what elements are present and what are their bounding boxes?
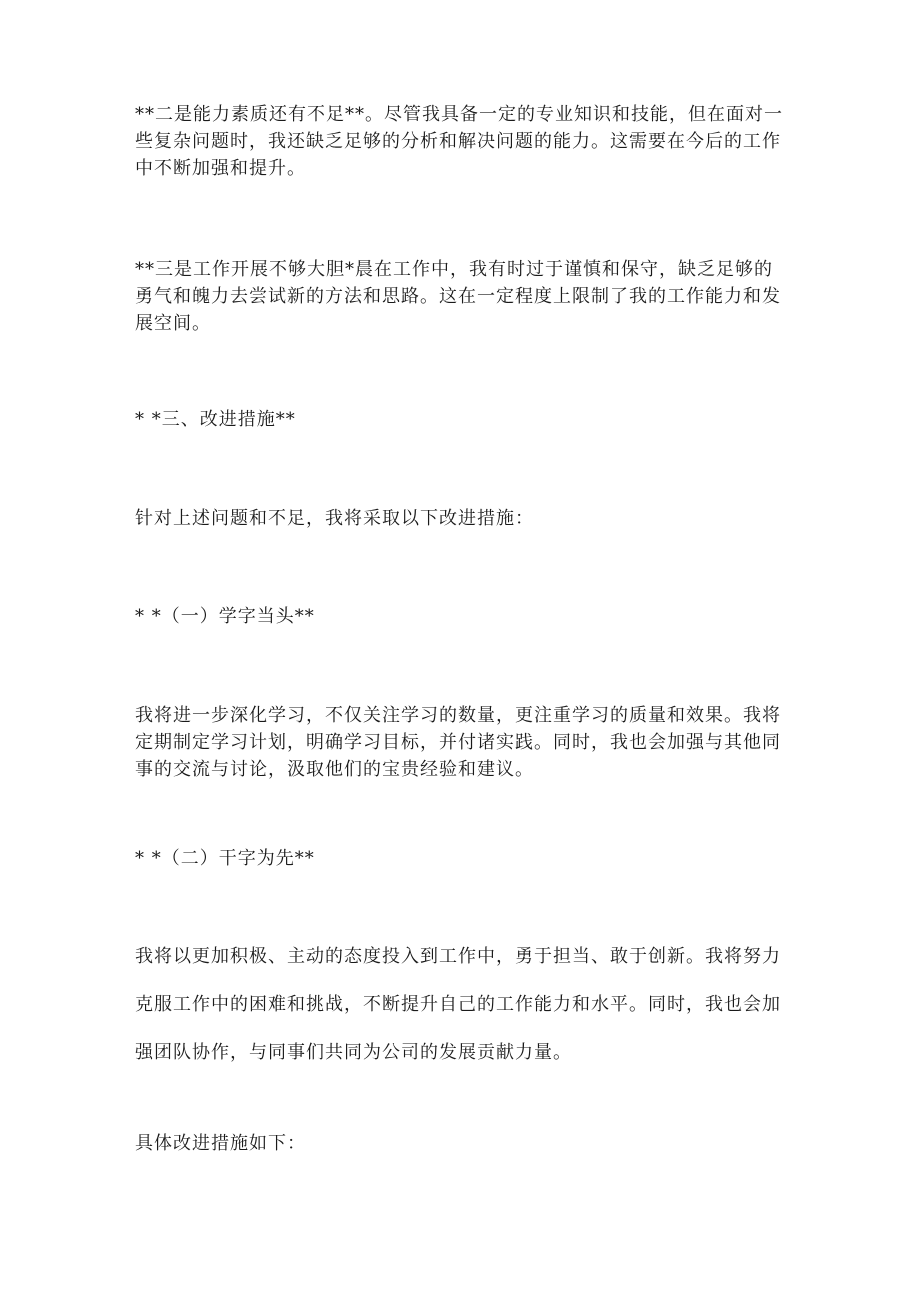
paragraph-closing: 具体改进措施如下： (135, 1133, 306, 1154)
paragraph-ability-shortfall: **二是能力素质还有不足**。尽管我具备一定的专业知识和技能，但在面对一些复杂问题时，我还缺乏足够的分析和解决问题的能力。这需要在今后的工作中不断加强和提升。 (135, 104, 783, 179)
paragraph-intro: 针对上述问题和不足，我将采取以下改进措施： (135, 508, 534, 529)
paragraph-study: 我将进一步深化学习，不仅关注学习的数量，更注重学习的质量和效果。我将定期制定学习计划，明确学习目标，并付诸实践。同时，我也会加强与其他同事的交流与讨论，汲取他们的宝贵经验和建议。 (135, 705, 781, 780)
paragraph-action: 我将以更加积极、主动的态度投入到工作中，勇于担当、敢于创新。我将努力克服工作中的困难和挑战，不断提升自己的工作能力和水平。同时，我也会加强团队协作，与同事们共同为公司的发展贡献力量。 (135, 946, 781, 1063)
subheading-action: * *（二）干字为先** (135, 848, 315, 869)
subheading-study: * *（一）学字当头** (135, 606, 315, 627)
section-heading-improvement: * *三、改进措施** (135, 409, 296, 430)
paragraph-work-boldness: **三是工作开展不够大胆*晨在工作中，我有时过于谨慎和保守，缺乏足够的勇气和魄力去尝试新的方法和思路。这在一定程度上限制了我的工作能力和发展空间。 (135, 259, 781, 334)
